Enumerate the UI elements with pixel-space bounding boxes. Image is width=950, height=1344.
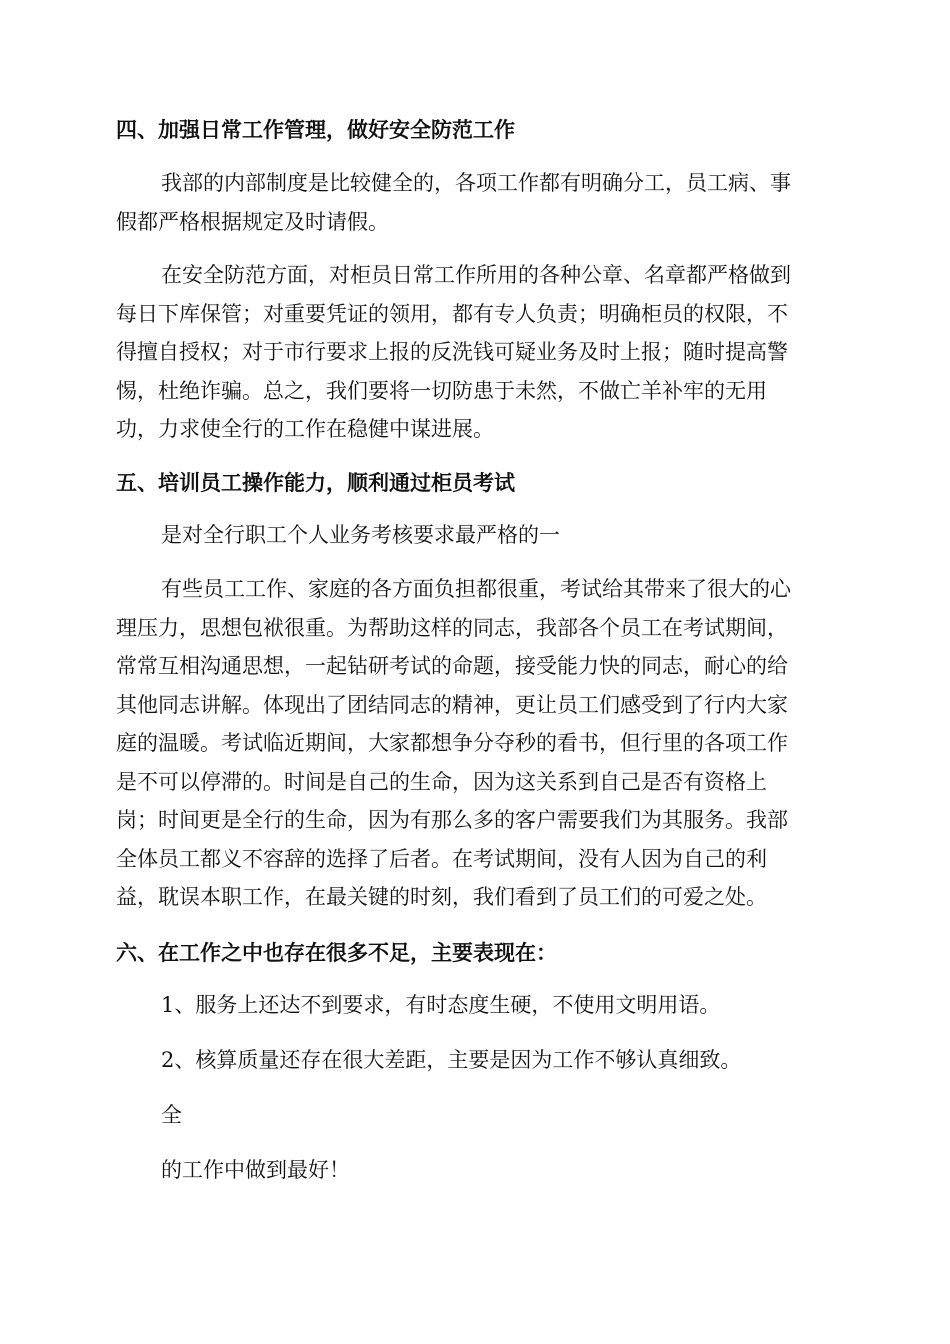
section-4-paragraph-2 — [116, 256, 836, 449]
text-line: 我部的内部制度是比较健全的，各项工作都有明确分工，员工病、事 — [161, 171, 791, 195]
text-line: 全 — [161, 1103, 182, 1127]
text-line: 岗；时间更是全行的生命，因为有那么多的客户需要我们为其服务。我部 — [116, 808, 788, 832]
section-6-heading: 六、在工作之中也存在很多不足，主要表现在： — [116, 941, 557, 965]
text-line: 假都严格根据规定及时请假。 — [116, 209, 389, 234]
section-4-heading: 四、加强日常工作管理，做好安全防范工作 — [116, 118, 515, 142]
section-4-paragraph-1 — [116, 164, 836, 241]
text-line: 是对全行职工个人业务考核要求最严格的一 — [161, 523, 560, 547]
text-line: 常常互相沟通思想，一起钻研考试的命题，接受能力快的同志，耐心的给 — [116, 654, 788, 678]
text-line: 全体员工都义不容辞的选择了后者。在考试期间，没有人因为自己的利 — [116, 846, 767, 871]
section-5-heading: 五、培训员工操作能力，顺利通过柜员考试 — [116, 471, 515, 495]
section-6-item-2 — [116, 1041, 836, 1080]
text-line: 有些员工工作、家庭的各方面负担都很重，考试给其带来了很大的心 — [161, 577, 791, 601]
text-line: 益，耽误本职工作，在最关键的时刻，我们看到了员工们的可爱之处。 — [116, 885, 767, 909]
text-line: 2、核算质量还存在很大差距，主要是因为工作不够认真细致。 — [161, 1048, 742, 1072]
text-line: 是不可以停滞的。时间是自己的生命，因为这关系到自己是否有资格上 — [116, 769, 767, 794]
text-line: 庭的温暖。考试临近期间，大家都想争分夺秒的看书，但行里的各项工作 — [116, 731, 788, 755]
section-6-fragment-1 — [116, 1096, 836, 1135]
text-line: 理压力，思想包袱很重。为帮助这样的同志，我部各个员工在考试期间， — [116, 615, 788, 640]
text-line: 惕，杜绝诈骗。总之，我们要将一切防患于未然，不做亡羊补牢的无用 — [116, 378, 767, 403]
section-5-paragraph-2 — [116, 570, 836, 917]
section-6-item-1 — [116, 986, 836, 1025]
text-line: 的工作中做到最好！ — [161, 1158, 350, 1182]
text-line: 得擅自授权；对于市行要求上报的反洗钱可疑业务及时上报；随时提高警 — [116, 340, 788, 364]
text-line: 每日下库保管；对重要凭证的领用，都有专人负责；明确柜员的权限，不 — [116, 301, 788, 326]
text-line: 功，力求使全行的工作在稳健中谋进展。 — [116, 417, 494, 441]
section-6-fragment-2 — [116, 1151, 836, 1190]
text-line: 1、服务上还达不到要求，有时态度生硬，不使用文明用语。 — [161, 993, 721, 1017]
section-5-paragraph-1 — [116, 516, 836, 555]
text-line: 在安全防范方面，对柜员日常工作所用的各种公章、名章都严格做到 — [161, 263, 791, 287]
text-line: 其他同志讲解。体现出了团结同志的精神，更让员工们感受到了行内大家 — [116, 692, 788, 717]
